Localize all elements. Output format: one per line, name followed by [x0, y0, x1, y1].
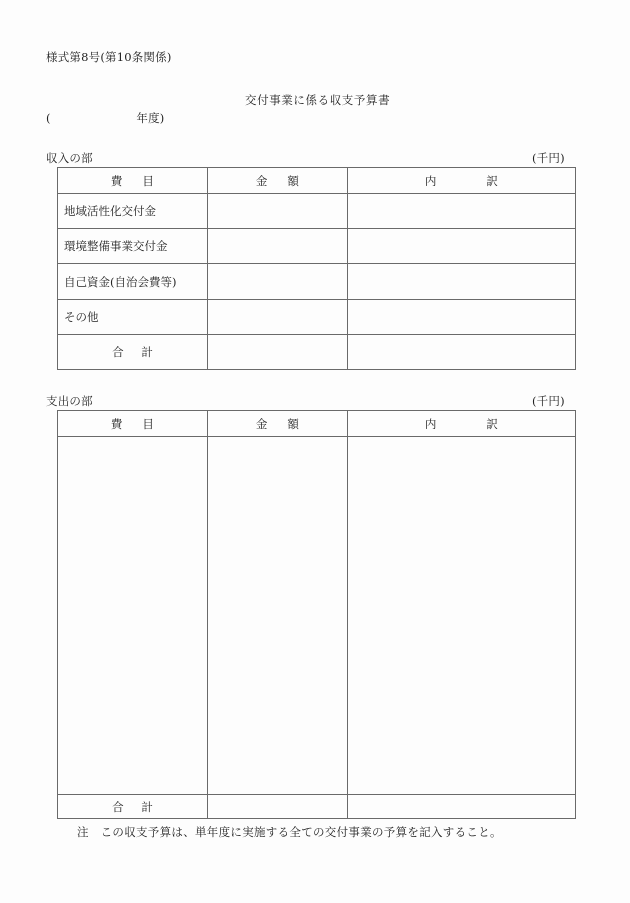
income-unit-label: (千円)	[532, 151, 565, 165]
expenditure-items-cell[interactable]	[58, 437, 208, 795]
column-header-amount: 金 額	[208, 411, 348, 437]
row-label: 自己資金(自治会費等)	[58, 264, 208, 300]
fiscal-year-open-paren: (	[46, 111, 51, 125]
breakdown-cell[interactable]	[348, 194, 576, 229]
column-header-item: 費 目	[58, 168, 208, 194]
fiscal-year-label: 年度)	[136, 111, 165, 125]
income-table	[57, 167, 576, 370]
total-amount-cell[interactable]	[208, 795, 348, 819]
expenditure-amount-cell[interactable]	[208, 437, 348, 795]
column-header-amount: 金 額	[208, 168, 348, 194]
total-label: 合 計	[58, 335, 208, 370]
row-label: 環境整備事業交付金	[58, 229, 208, 264]
column-header-breakdown: 内 訳	[348, 168, 576, 194]
breakdown-cell[interactable]	[348, 229, 576, 264]
amount-cell[interactable]	[208, 300, 348, 335]
expenditure-table	[57, 410, 576, 819]
breakdown-cell[interactable]	[348, 264, 576, 300]
footnote: 注 この収支予算は、単年度に実施する全ての交付事業の予算を記入すること。	[77, 825, 502, 839]
income-section-label: 収入の部	[46, 151, 93, 165]
income-total-row	[58, 335, 576, 370]
table-row	[58, 264, 576, 300]
form-number: 様式第8号(第10条関係)	[46, 50, 172, 64]
row-label: その他	[58, 300, 208, 335]
amount-cell[interactable]	[208, 264, 348, 300]
expenditure-section-label: 支出の部	[46, 394, 93, 408]
total-breakdown-cell[interactable]	[348, 335, 576, 370]
expenditure-header-row	[58, 411, 576, 437]
income-header-row	[58, 168, 576, 194]
table-row	[58, 194, 576, 229]
fiscal-year-line	[46, 110, 165, 126]
expenditure-body-row	[58, 437, 576, 795]
total-breakdown-cell[interactable]	[348, 795, 576, 819]
expenditure-breakdown-cell[interactable]	[348, 437, 576, 795]
expenditure-total-row	[58, 795, 576, 819]
breakdown-cell[interactable]	[348, 300, 576, 335]
table-row	[58, 229, 576, 264]
expenditure-unit-label: (千円)	[532, 394, 565, 408]
total-label: 合 計	[58, 795, 208, 819]
column-header-item: 費 目	[58, 411, 208, 437]
amount-cell[interactable]	[208, 194, 348, 229]
document-title: 交付事業に係る収支予算書	[245, 93, 391, 107]
amount-cell[interactable]	[208, 229, 348, 264]
table-row	[58, 300, 576, 335]
total-amount-cell[interactable]	[208, 335, 348, 370]
row-label: 地域活性化交付金	[58, 194, 208, 229]
column-header-breakdown: 内 訳	[348, 411, 576, 437]
